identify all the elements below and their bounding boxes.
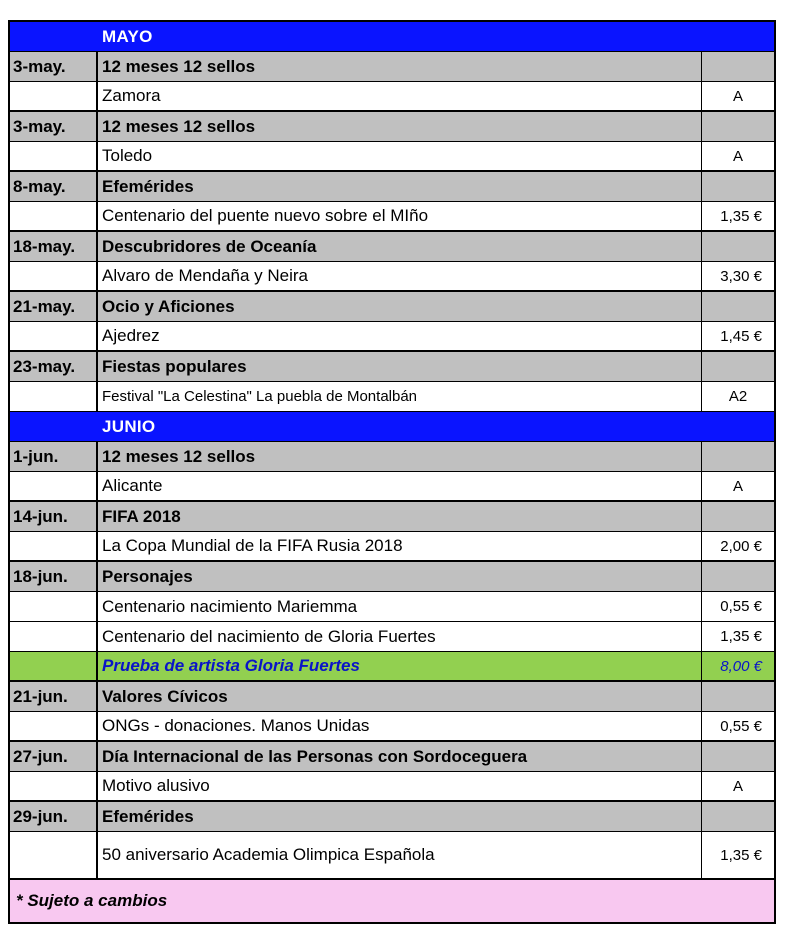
stamp-row bbox=[10, 772, 774, 802]
stamp-value: 0,55 € bbox=[720, 717, 762, 735]
stamp-name: Centenario del nacimiento de Gloria Fuertes bbox=[98, 622, 702, 651]
date-cell: 23-may. bbox=[10, 352, 98, 381]
month-label: MAYO bbox=[98, 22, 702, 51]
stamp-row bbox=[10, 142, 774, 172]
series-title: Ocio y Aficiones bbox=[98, 292, 702, 321]
date-cell: 21-jun. bbox=[10, 682, 98, 711]
stamp-row bbox=[10, 712, 774, 742]
series-title: Personajes bbox=[98, 562, 702, 591]
stamp-row bbox=[10, 382, 774, 412]
stamp-value: A2 bbox=[728, 388, 748, 405]
series-row bbox=[10, 352, 774, 382]
stamp-value: 2,00 € bbox=[720, 537, 762, 555]
stamp-value: A bbox=[732, 147, 743, 165]
series-title: Descubridores de Oceanía bbox=[98, 232, 702, 261]
series-title: Efemérides bbox=[98, 802, 702, 831]
series-title: Día Internacional de las Personas con Sordoceguera bbox=[98, 742, 702, 771]
stamp-name: Ajedrez bbox=[98, 322, 702, 350]
stamp-name: ONGs - donaciones. Manos Unidas bbox=[98, 712, 702, 740]
stamp-name: Zamora bbox=[98, 82, 702, 110]
series-row bbox=[10, 52, 774, 82]
stamp-name: Centenario del puente nuevo sobre el MIño bbox=[98, 202, 702, 230]
date-cell: 14-jun. bbox=[10, 502, 98, 531]
stamp-name: Alicante bbox=[98, 472, 702, 500]
series-row bbox=[10, 112, 774, 142]
stamp-name: Prueba de artista Gloria Fuertes bbox=[98, 652, 702, 680]
date-cell: 21-may. bbox=[10, 292, 98, 321]
series-title: Efemérides bbox=[98, 172, 702, 201]
series-title: 12 meses 12 sellos bbox=[98, 442, 702, 471]
stamp-value: 1,45 € bbox=[720, 327, 762, 345]
series-row bbox=[10, 682, 774, 712]
stamp-value: 1,35 € bbox=[720, 628, 762, 645]
stamp-value: 8,00 € bbox=[720, 657, 762, 675]
stamp-name: Alvaro de Mendaña y Neira bbox=[98, 262, 702, 290]
series-row bbox=[10, 292, 774, 322]
stamp-name: Motivo alusivo bbox=[98, 772, 702, 800]
series-title: 12 meses 12 sellos bbox=[98, 112, 702, 141]
month-header-june bbox=[10, 412, 774, 442]
stamp-row bbox=[10, 262, 774, 292]
series-title: Fiestas populares bbox=[98, 352, 702, 381]
series-title: 12 meses 12 sellos bbox=[98, 52, 702, 81]
date-cell: 29-jun. bbox=[10, 802, 98, 831]
stamp-value: A bbox=[732, 477, 743, 495]
date-cell: 27-jun. bbox=[10, 742, 98, 771]
stamp-name: La Copa Mundial de la FIFA Rusia 2018 bbox=[98, 532, 702, 560]
series-row bbox=[10, 502, 774, 532]
artist-proof-row bbox=[10, 652, 774, 682]
series-row bbox=[10, 742, 774, 772]
date-cell: 18-may. bbox=[10, 232, 98, 261]
disclaimer-note: * Sujeto a cambios bbox=[10, 880, 774, 922]
series-row bbox=[10, 232, 774, 262]
series-row bbox=[10, 442, 774, 472]
series-title: FIFA 2018 bbox=[98, 502, 702, 531]
stamp-name: 50 aniversario Academia Olimpica Española bbox=[98, 832, 702, 878]
date-cell: 3-may. bbox=[10, 52, 98, 81]
month-label: JUNIO bbox=[98, 412, 702, 441]
stamp-row bbox=[10, 82, 774, 112]
stamp-row bbox=[10, 592, 774, 622]
stamp-value: 1,35 € bbox=[720, 846, 762, 864]
stamp-calendar-table bbox=[8, 20, 776, 924]
stamp-row bbox=[10, 322, 774, 352]
series-row bbox=[10, 562, 774, 592]
series-row bbox=[10, 802, 774, 832]
series-row bbox=[10, 172, 774, 202]
stamp-value: A bbox=[732, 777, 743, 795]
series-title: Valores Cívicos bbox=[98, 682, 702, 711]
stamp-name: Centenario nacimiento Mariemma bbox=[98, 592, 702, 621]
stamp-row bbox=[10, 472, 774, 502]
date-cell: 1-jun. bbox=[10, 442, 98, 471]
stamp-row bbox=[10, 832, 774, 880]
stamp-row bbox=[10, 622, 774, 652]
stamp-value: 0,55 € bbox=[720, 598, 762, 615]
stamp-row bbox=[10, 532, 774, 562]
date-cell: 8-may. bbox=[10, 172, 98, 201]
date-cell: 3-may. bbox=[10, 112, 98, 141]
stamp-name: Toledo bbox=[98, 142, 702, 170]
stamp-value: 3,30 € bbox=[720, 267, 762, 285]
stamp-name: Festival "La Celestina" La puebla de Montalbán bbox=[102, 388, 418, 405]
month-header-may bbox=[10, 22, 774, 52]
stamp-row bbox=[10, 202, 774, 232]
date-cell: 18-jun. bbox=[10, 562, 98, 591]
stamp-value: A bbox=[732, 87, 743, 105]
stamp-value: 1,35 € bbox=[720, 207, 762, 225]
